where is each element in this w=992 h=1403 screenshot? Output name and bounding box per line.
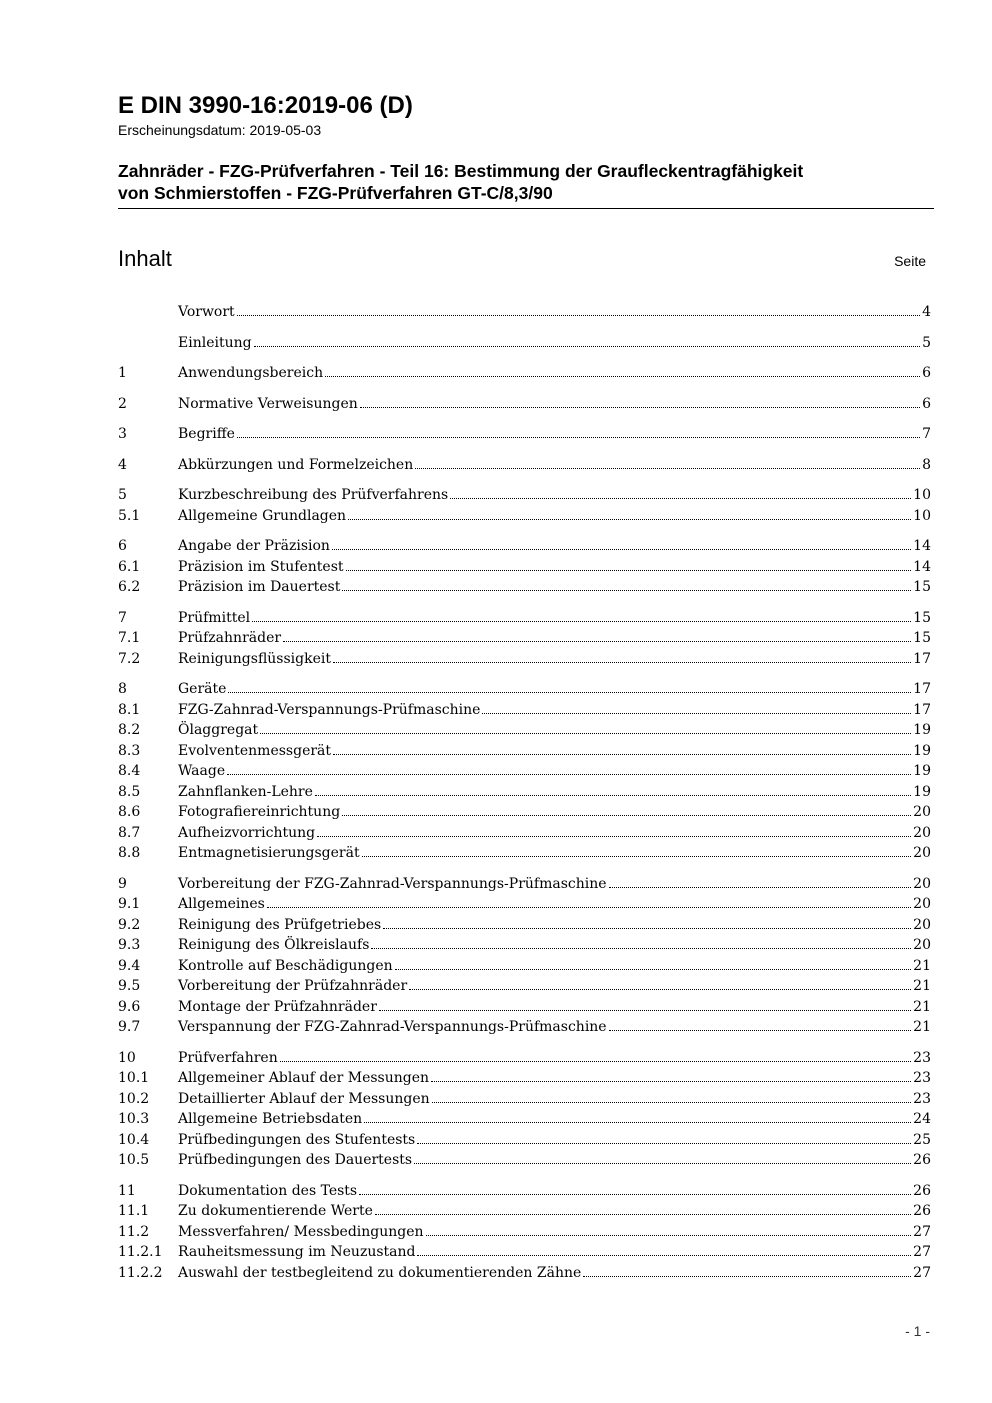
toc-entry[interactable] [118, 1048, 931, 1069]
toc-entry-title: Geräte [178, 681, 227, 697]
toc-entry-title: Abkürzungen und Formelzeichen [178, 456, 414, 473]
toc-entry-number: 10 [118, 1049, 136, 1066]
toc-entry-title: Kontrolle auf Beschädigungen [178, 957, 393, 974]
toc-entry-number: 6.1 [118, 558, 141, 575]
toc-entry-number: 3 [118, 426, 127, 442]
toc-entry[interactable] [118, 700, 931, 721]
toc-dot-leader [417, 1255, 911, 1256]
toc-dot-leader [252, 621, 911, 622]
toc-dot-leader [375, 1214, 911, 1215]
toc-entry-number: 10.2 [118, 1090, 150, 1107]
toc-dot-leader [379, 1010, 911, 1011]
toc-dot-leader [395, 969, 912, 970]
toc-entry-title: Detaillierter Ablauf der Messungen [178, 1090, 430, 1107]
toc-entry[interactable] [118, 506, 931, 527]
toc-entry-page: 20 [913, 896, 931, 912]
table-of-contents [118, 302, 931, 1283]
toc-entry-page: 10 [913, 487, 931, 503]
toc-dot-leader [362, 856, 912, 857]
toc-dot-leader [333, 662, 911, 663]
toc-heading: Inhalt [118, 246, 172, 271]
toc-entry[interactable] [118, 394, 931, 415]
toc-entry-page: 21 [913, 978, 931, 994]
toc-dot-leader [237, 437, 920, 438]
toc-entry-page: 25 [913, 1131, 931, 1148]
toc-dot-leader [342, 590, 911, 591]
toc-entry-page: 6 [922, 395, 931, 412]
toc-entry-number: 6.2 [118, 579, 141, 595]
toc-entry[interactable] [118, 577, 931, 598]
toc-entry-title: Reinigung des Prüfgetriebes [178, 916, 382, 933]
toc-entry[interactable] [118, 823, 931, 844]
toc-dot-leader [364, 1122, 911, 1123]
toc-entry-page: 15 [913, 579, 931, 595]
toc-entry[interactable] [118, 741, 931, 762]
toc-dot-leader [254, 346, 921, 347]
toc-entry-title: Allgemeines [178, 896, 265, 912]
toc-entry-number: 9.1 [118, 896, 141, 912]
toc-entry-number: 9.6 [118, 998, 141, 1015]
toc-entry-page: 23 [913, 1090, 931, 1107]
toc-entry-title: Allgemeine Betriebsdaten [178, 1111, 363, 1127]
toc-entry-title: Präzision im Dauertest [178, 579, 341, 595]
toc-entry-title: Dokumentation des Tests [178, 1182, 358, 1199]
toc-entry-page: 10 [913, 507, 931, 524]
toc-entry[interactable] [118, 333, 931, 354]
toc-entry-title: Zu dokumentierende Werte [178, 1203, 373, 1219]
toc-dot-leader [346, 570, 912, 571]
toc-dot-leader [482, 713, 911, 714]
page-number: - 1 - [905, 1323, 930, 1339]
toc-entry-number: 6 [118, 538, 127, 554]
toc-entry-title: Evolventenmessgerät [178, 742, 332, 759]
toc-entry-number: 10.5 [118, 1152, 150, 1168]
toc-entry-number: 8.2 [118, 722, 141, 738]
toc-entry-page: 19 [913, 783, 931, 800]
toc-entry-number: 8.5 [118, 783, 141, 800]
toc-dot-leader [325, 376, 920, 377]
toc-entry-page: 27 [913, 1264, 931, 1281]
toc-entry-page: 19 [913, 742, 931, 759]
toc-entry-page: 20 [913, 937, 931, 953]
toc-entry-page: 26 [913, 1182, 931, 1199]
toc-entry-number: 9.5 [118, 978, 141, 994]
toc-dot-leader [227, 774, 911, 775]
toc-entry-page: 24 [913, 1111, 931, 1127]
toc-entry[interactable] [118, 976, 931, 997]
toc-dot-leader [260, 733, 911, 734]
toc-entry-number: 8.1 [118, 701, 141, 718]
toc-dot-leader [609, 1030, 912, 1031]
toc-entry-title: Vorwort [178, 304, 235, 320]
toc-entry-number: 10.1 [118, 1070, 150, 1086]
toc-entry-number: 8.6 [118, 804, 141, 820]
toc-entry-page: 19 [913, 763, 931, 779]
toc-entry-title: Vorbereitung der FZG-Zahnrad-Verspannungs-Prüfmaschine [178, 875, 607, 892]
title-line-1: Zahnräder - FZG-Prüfverfahren - Teil 16: Bestimmung der Graufleckentragfähigkeit [118, 161, 804, 181]
toc-entry-number: 9.2 [118, 916, 141, 933]
toc-entry-title: Messverfahren/ Messbedingungen [178, 1223, 424, 1240]
toc-entry-page: 27 [913, 1223, 931, 1240]
toc-dot-leader [267, 907, 911, 908]
toc-entry-number: 8.4 [118, 763, 141, 779]
toc-entry-number: 9.7 [118, 1019, 141, 1035]
toc-entry-title: Normative Verweisungen [178, 395, 358, 412]
toc-dot-leader [431, 1081, 911, 1082]
toc-dot-leader [371, 948, 911, 949]
toc-entry-number: 11 [118, 1182, 136, 1199]
toc-entry[interactable] [118, 424, 931, 445]
toc-dot-leader [409, 989, 911, 990]
toc-entry[interactable] [118, 363, 931, 384]
toc-entry[interactable] [118, 1222, 931, 1243]
toc-entry-title: FZG-Zahnrad-Verspannungs-Prüfmaschine [178, 701, 481, 718]
toc-entry-number: 8.3 [118, 742, 141, 759]
toc-entry-title: Reinigung des Ölkreislaufs [178, 937, 370, 953]
toc-entry-page: 20 [913, 804, 931, 820]
toc-entry-title: Prüfzahnräder [178, 630, 282, 646]
toc-dot-leader [228, 692, 911, 693]
toc-entry-page: 26 [913, 1152, 931, 1168]
toc-entry[interactable] [118, 1242, 931, 1263]
toc-entry-number: 8.8 [118, 845, 141, 861]
toc-entry-number: 7.2 [118, 650, 141, 667]
toc-entry[interactable] [118, 628, 931, 649]
toc-entry[interactable] [118, 1181, 931, 1202]
toc-dot-leader [360, 407, 920, 408]
toc-entry-page: 20 [913, 875, 931, 892]
toc-entry-page: 14 [913, 558, 931, 575]
toc-entry-title: Angabe der Präzision [178, 538, 330, 554]
toc-entry-page: 20 [913, 916, 931, 933]
toc-entry-title: Aufheizvorrichtung [178, 824, 316, 841]
toc-dot-leader [414, 1163, 911, 1164]
toc-entry-page: 27 [913, 1244, 931, 1260]
toc-entry-number: 8 [118, 681, 127, 697]
toc-entry[interactable] [118, 935, 931, 956]
toc-entry-page: 17 [913, 701, 931, 718]
document-header [118, 92, 934, 139]
toc-header [118, 246, 926, 272]
toc-dot-leader [283, 641, 911, 642]
document-id: E DIN 3990-16:2019-06 (D) [118, 92, 413, 119]
toc-entry-number: 9.3 [118, 937, 141, 953]
toc-entry-number: 8.7 [118, 824, 141, 841]
toc-entry[interactable] [118, 608, 931, 629]
toc-entry-title: Fotografiereinrichtung [178, 804, 341, 820]
toc-entry-title: Reinigungsflüssigkeit [178, 650, 331, 667]
toc-dot-leader [333, 754, 911, 755]
toc-entry-title: Rauheitsmessung im Neuzustand [178, 1244, 416, 1260]
toc-dot-leader [426, 1235, 912, 1236]
toc-entry-page: 17 [913, 681, 931, 697]
toc-entry-number: 10.3 [118, 1111, 150, 1127]
toc-entry[interactable] [118, 1130, 931, 1151]
toc-entry-page: 17 [913, 650, 931, 667]
toc-entry-page: 15 [913, 630, 931, 646]
toc-entry-page: 7 [922, 426, 931, 442]
toc-dot-leader [415, 468, 920, 469]
toc-entry-title: Prüfbedingungen des Stufentests [178, 1131, 416, 1148]
toc-entry-number: 7.1 [118, 630, 141, 646]
toc-entry-title: Vorbereitung der Prüfzahnräder [178, 978, 408, 994]
toc-entry-title: Allgemeine Grundlagen [178, 507, 347, 524]
toc-entry[interactable] [118, 843, 931, 864]
toc-entry-page: 20 [913, 824, 931, 841]
toc-entry[interactable] [118, 956, 931, 977]
toc-entry-title: Allgemeiner Ablauf der Messungen [178, 1070, 430, 1086]
toc-entry[interactable] [118, 1201, 931, 1222]
toc-entry[interactable] [118, 1263, 931, 1284]
toc-entry-number: 4 [118, 456, 127, 473]
toc-entry-page: 23 [913, 1049, 931, 1066]
toc-entry-number: 5.1 [118, 507, 141, 524]
toc-entry-page: 21 [913, 957, 931, 974]
toc-entry-title: Ölaggregat [178, 722, 259, 738]
toc-entry-title: Montage der Prüfzahnräder [178, 998, 377, 1015]
toc-dot-leader [348, 519, 911, 520]
toc-entry[interactable] [118, 761, 931, 782]
title-line-2: von Schmierstoffen - FZG-Prüfverfahren GT-C/8,3/90 [118, 183, 553, 203]
toc-entry[interactable] [118, 455, 931, 476]
toc-entry-page: 8 [922, 456, 931, 473]
toc-entry-page: 4 [922, 304, 931, 320]
toc-entry-page: 23 [913, 1070, 931, 1086]
toc-entry[interactable] [118, 557, 931, 578]
toc-entry[interactable] [118, 1068, 931, 1089]
toc-entry-page: 21 [913, 1019, 931, 1035]
toc-dot-leader [342, 815, 911, 816]
toc-entry-number: 2 [118, 395, 127, 412]
toc-entry-page: 26 [913, 1203, 931, 1219]
toc-page-label: Seite [894, 253, 926, 269]
toc-entry[interactable] [118, 679, 931, 700]
toc-entry[interactable] [118, 1150, 931, 1171]
toc-dot-leader [280, 1061, 911, 1062]
toc-entry-title: Entmagnetisierungsgerät [178, 845, 360, 861]
toc-dot-leader [609, 887, 912, 888]
toc-entry-page: 6 [922, 365, 931, 381]
toc-entry[interactable] [118, 536, 931, 557]
document-title [118, 160, 934, 209]
toc-entry-number: 5 [118, 487, 127, 503]
toc-entry-number: 7 [118, 609, 127, 626]
toc-entry-title: Einleitung [178, 334, 252, 351]
toc-entry[interactable] [118, 1109, 931, 1130]
toc-entry-page: 21 [913, 998, 931, 1015]
toc-entry[interactable] [118, 802, 931, 823]
toc-entry[interactable] [118, 1089, 931, 1110]
toc-entry-title: Präzision im Stufentest [178, 558, 344, 575]
toc-entry-page: 15 [913, 609, 931, 626]
toc-entry[interactable] [118, 874, 931, 895]
toc-dot-leader [417, 1143, 911, 1144]
toc-entry-page: 5 [922, 334, 931, 351]
toc-dot-leader [237, 315, 920, 316]
toc-dot-leader [359, 1194, 911, 1195]
toc-dot-leader [450, 498, 911, 499]
toc-dot-leader [583, 1276, 911, 1277]
toc-entry-page: 19 [913, 722, 931, 738]
toc-entry[interactable] [118, 302, 931, 323]
publication-date: Erscheinungsdatum: 2019-05-03 [118, 122, 322, 138]
toc-entry-title: Zahnflanken-Lehre [178, 783, 313, 800]
toc-dot-leader [315, 795, 911, 796]
toc-entry[interactable] [118, 720, 931, 741]
toc-entry-title: Prüfbedingungen des Dauertests [178, 1152, 413, 1168]
toc-dot-leader [432, 1102, 912, 1103]
toc-entry[interactable] [118, 649, 931, 670]
toc-entry-page: 20 [913, 845, 931, 861]
toc-entry-title: Verspannung der FZG-Zahnrad-Verspannungs-Prüfmaschine [178, 1019, 607, 1035]
toc-entry-page: 14 [913, 538, 931, 554]
toc-entry[interactable] [118, 782, 931, 803]
toc-entry-title: Anwendungsbereich [178, 365, 324, 381]
toc-entry-title: Kurzbeschreibung des Prüfverfahrens [178, 487, 449, 503]
toc-entry[interactable] [118, 485, 931, 506]
toc-entry-title: Auswahl der testbegleitend zu dokumentierenden Zähne [178, 1264, 582, 1281]
toc-entry-number: 11.2 [118, 1223, 150, 1240]
toc-entry-title: Begriffe [178, 426, 235, 442]
toc-entry-number: 11.1 [118, 1203, 150, 1219]
toc-entry-number: 10.4 [118, 1131, 150, 1148]
toc-entry-number: 9 [118, 875, 127, 892]
toc-entry-number: 9.4 [118, 957, 141, 974]
toc-dot-leader [332, 549, 911, 550]
toc-entry-number: 1 [118, 365, 127, 381]
toc-entry-title: Prüfverfahren [178, 1049, 278, 1066]
toc-dot-leader [317, 836, 911, 837]
toc-dot-leader [383, 928, 911, 929]
toc-entry[interactable] [118, 894, 931, 915]
toc-entry[interactable] [118, 997, 931, 1018]
toc-entry-title: Prüfmittel [178, 609, 251, 626]
toc-entry[interactable] [118, 1017, 931, 1038]
toc-entry[interactable] [118, 915, 931, 936]
toc-entry-number: 11.2.1 [118, 1244, 163, 1260]
toc-entry-title: Waage [178, 763, 226, 779]
toc-entry-number: 11.2.2 [118, 1264, 163, 1281]
